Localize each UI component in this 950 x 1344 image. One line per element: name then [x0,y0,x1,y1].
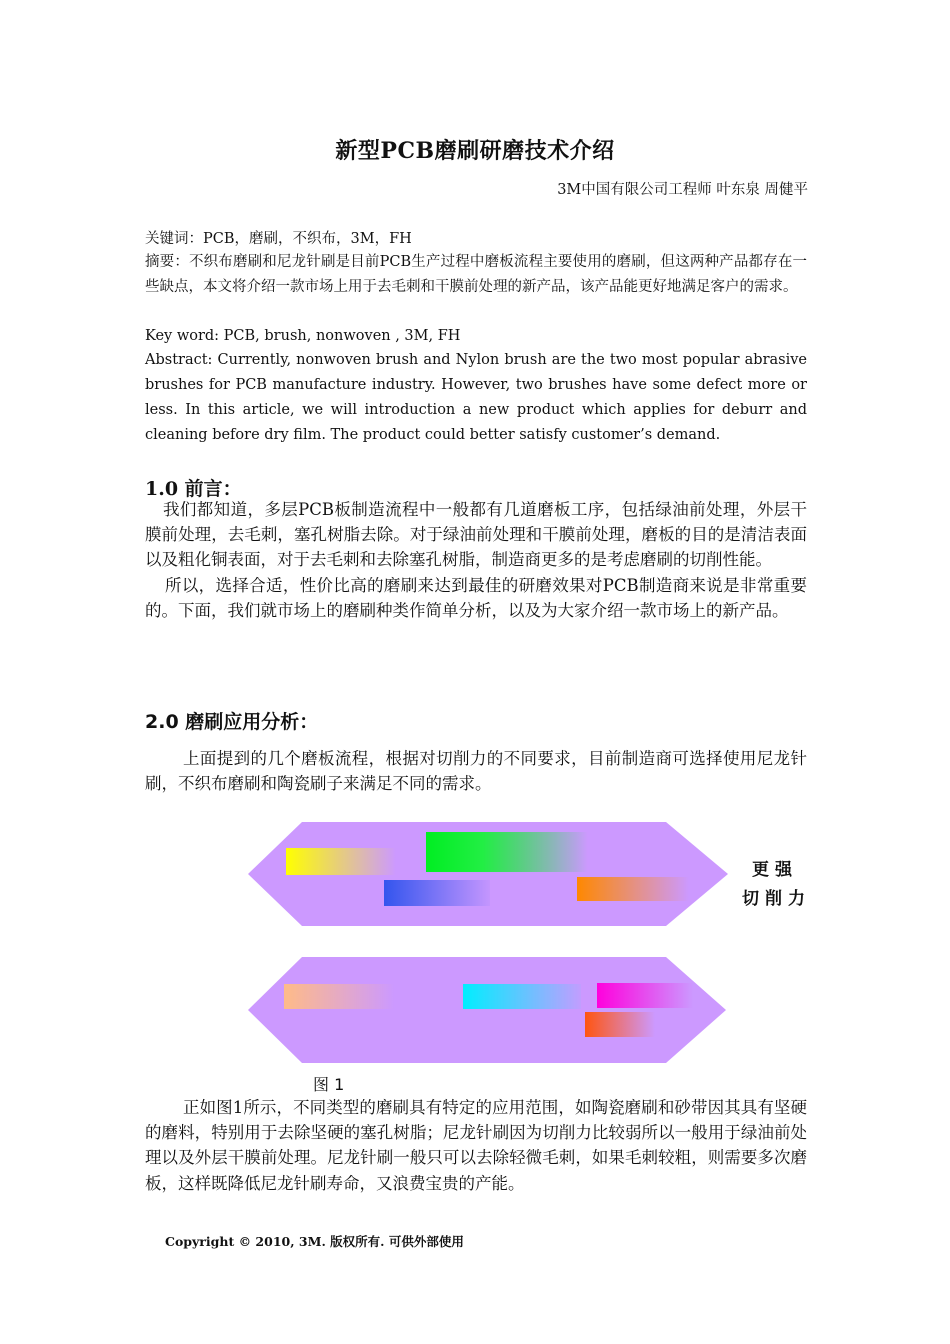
bar-orange [577,877,689,901]
abstract-en: Abstract: Currently, nonwoven brush and Nylon brush are the two most popular abrasive brushes for PCB manufacture industry. However, two brushes have some defect more or less. In this article, we will introduction a new product which applies for deburr and cleaning before dry film. The product could better satisfy customer’s demand. [145,352,807,443]
section-1-paragraph-2: 所以，选择合适，性价比高的磨刷来达到最佳的研磨效果对PCB制造商来说是非常重要的。下面，我们就市场上的磨刷种类作简单分析，以及为大家介绍一款市场上的新产品。 [145,575,807,620]
section-2-body [145,746,807,796]
section-2-paragraph-1: 上面提到的几个磨板流程，根据对切削力的不同要求，目前制造商可选择使用尼龙针刷，不织布磨刷和陶瓷刷子来满足不同的需求。 [145,749,807,794]
section-2-continued [145,1095,807,1196]
section-2-paragraph-2: 正如图1所示，不同类型的磨刷具有特定的应用范围，如陶瓷磨刷和砂带因其具有坚硬的磨料，特别用于去除坚硬的塞孔树脂；尼龙针刷因为切削力比较弱所以一般用于绿油前处理以及外层干膜前处理。尼龙针刷一般只可以去除轻微毛刺，如果毛刺较粗，则需要多次磨板，这样既降低尼龙针刷寿命，又浪费宝贵的产能。 [145,1098,807,1193]
section-1-paragraph-1: 我们都知道，多层PCB板制造流程中一般都有几道磨板工序，包括绿油前处理，外层干膜前处理，去毛刺，塞孔树脂去除。对于绿油前处理和干膜前处理，磨板的目的是清洁表面以及粗化铜表面，对于去毛刺和去除塞孔树脂，制造商更多的是考虑磨刷的切削性能。 [145,500,807,570]
copyright-footer: Copyright © 2010, 3M. 版权所有. 可供外部使用 [165,1234,464,1249]
bar-green [426,832,588,872]
section-2-heading: 2.0 磨刷应用分析： [145,711,319,733]
figure-side-label-2: 切削力 [742,889,811,909]
bar-peach [284,984,394,1009]
bar-magenta [597,983,693,1008]
author-line: 3M中国有限公司工程师 叶东泉 周健平 [557,182,808,198]
bar-red-orange [585,1012,655,1037]
abstract-cn: 摘要：不织布磨刷和尼龙针刷是目前PCB生产过程中磨板流程主要使用的磨刷，但这两种产品都存在一些缺点，本文将介绍一款市场上用于去毛刺和干膜前处理的新产品，该产品能更好地满足客户的需求。 [145,254,807,295]
keywords-en: Key word: PCB, brush, nonwoven , 3M, FH [145,328,461,344]
figure-side-label-1: 更强 [752,860,798,880]
upper-application-band [248,822,728,926]
bar-blue [384,880,490,906]
document-title: 新型PCB磨刷研磨技术介绍 [335,138,615,164]
keywords-cn: 关键词：PCB，磨刷，不织布，3M，FH [145,231,412,247]
bar-cyan [463,984,581,1009]
bar-yellow [286,848,396,875]
figure-caption: 图 1 [313,1075,345,1094]
section-1-body [145,497,807,623]
section-1-heading: 1.0 前言： [145,478,242,500]
lower-application-band [248,957,726,1063]
